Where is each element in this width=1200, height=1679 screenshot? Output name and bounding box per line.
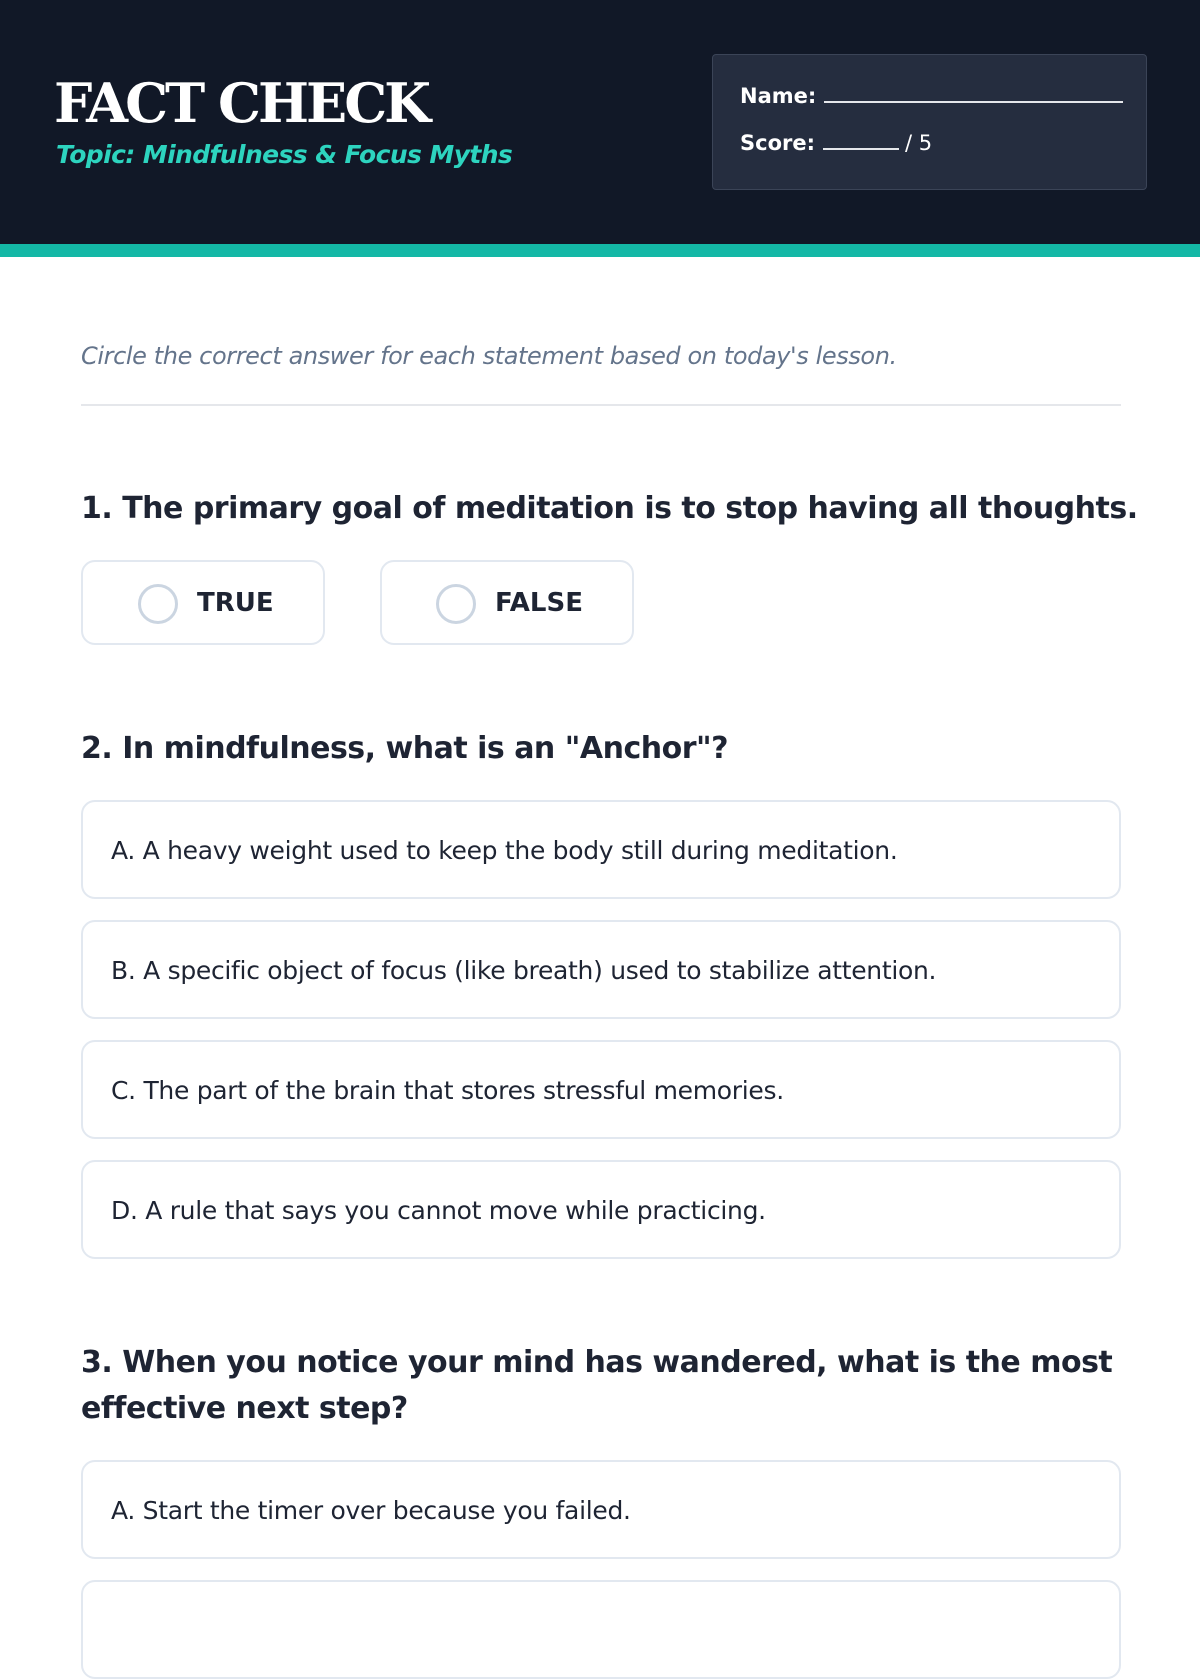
page-title: FACT CHECK [54, 71, 429, 135]
score-total: / 5 [905, 131, 933, 155]
question-3-prompt: 3. When you notice your mind has wandered, what is the most effective next step? [81, 1345, 1113, 1426]
option-false[interactable] [380, 560, 634, 645]
instructions-text: Circle the correct answer for each statement based on today's lesson. [81, 342, 897, 370]
question-2-option-c[interactable] [81, 1040, 1121, 1139]
question-3-option-a[interactable] [81, 1460, 1121, 1559]
header-accent-bar [0, 244, 1200, 257]
option-text: A. Start the timer over because you failed. [111, 1496, 631, 1525]
topic-subtitle: Topic: Mindfulness & Focus Myths [56, 140, 513, 169]
question-2-option-d[interactable] [81, 1160, 1121, 1259]
option-true[interactable] [81, 560, 325, 645]
option-false-label: FALSE [495, 588, 583, 618]
score-label: Score: [740, 131, 815, 155]
student-info-box [712, 54, 1147, 190]
option-text: D. A rule that says you cannot move while practicing. [111, 1196, 766, 1225]
radio-circle-icon[interactable] [138, 584, 178, 624]
question-3-option-b[interactable] [81, 1580, 1121, 1679]
option-text: B. A specific object of focus (like breath) used to stabilize attention. [111, 956, 937, 985]
question-2-option-b[interactable] [81, 920, 1121, 1019]
radio-circle-icon[interactable] [436, 584, 476, 624]
name-row [740, 84, 1123, 108]
option-true-label: TRUE [197, 588, 274, 618]
option-text: C. The part of the brain that stores stressful memories. [111, 1076, 784, 1105]
score-blank-line[interactable] [823, 136, 899, 150]
question-2-option-a[interactable] [81, 800, 1121, 899]
name-label: Name: [740, 84, 817, 108]
score-row [740, 131, 932, 155]
worksheet-header [0, 0, 1200, 244]
name-blank-line[interactable] [824, 89, 1123, 103]
question-2-prompt: 2. In mindfulness, what is an "Anchor"? [81, 731, 729, 766]
question-1-prompt: 1. The primary goal of meditation is to stop having all thoughts. [81, 491, 1138, 526]
divider [81, 404, 1121, 406]
option-text: A. A heavy weight used to keep the body still during meditation. [111, 836, 898, 865]
